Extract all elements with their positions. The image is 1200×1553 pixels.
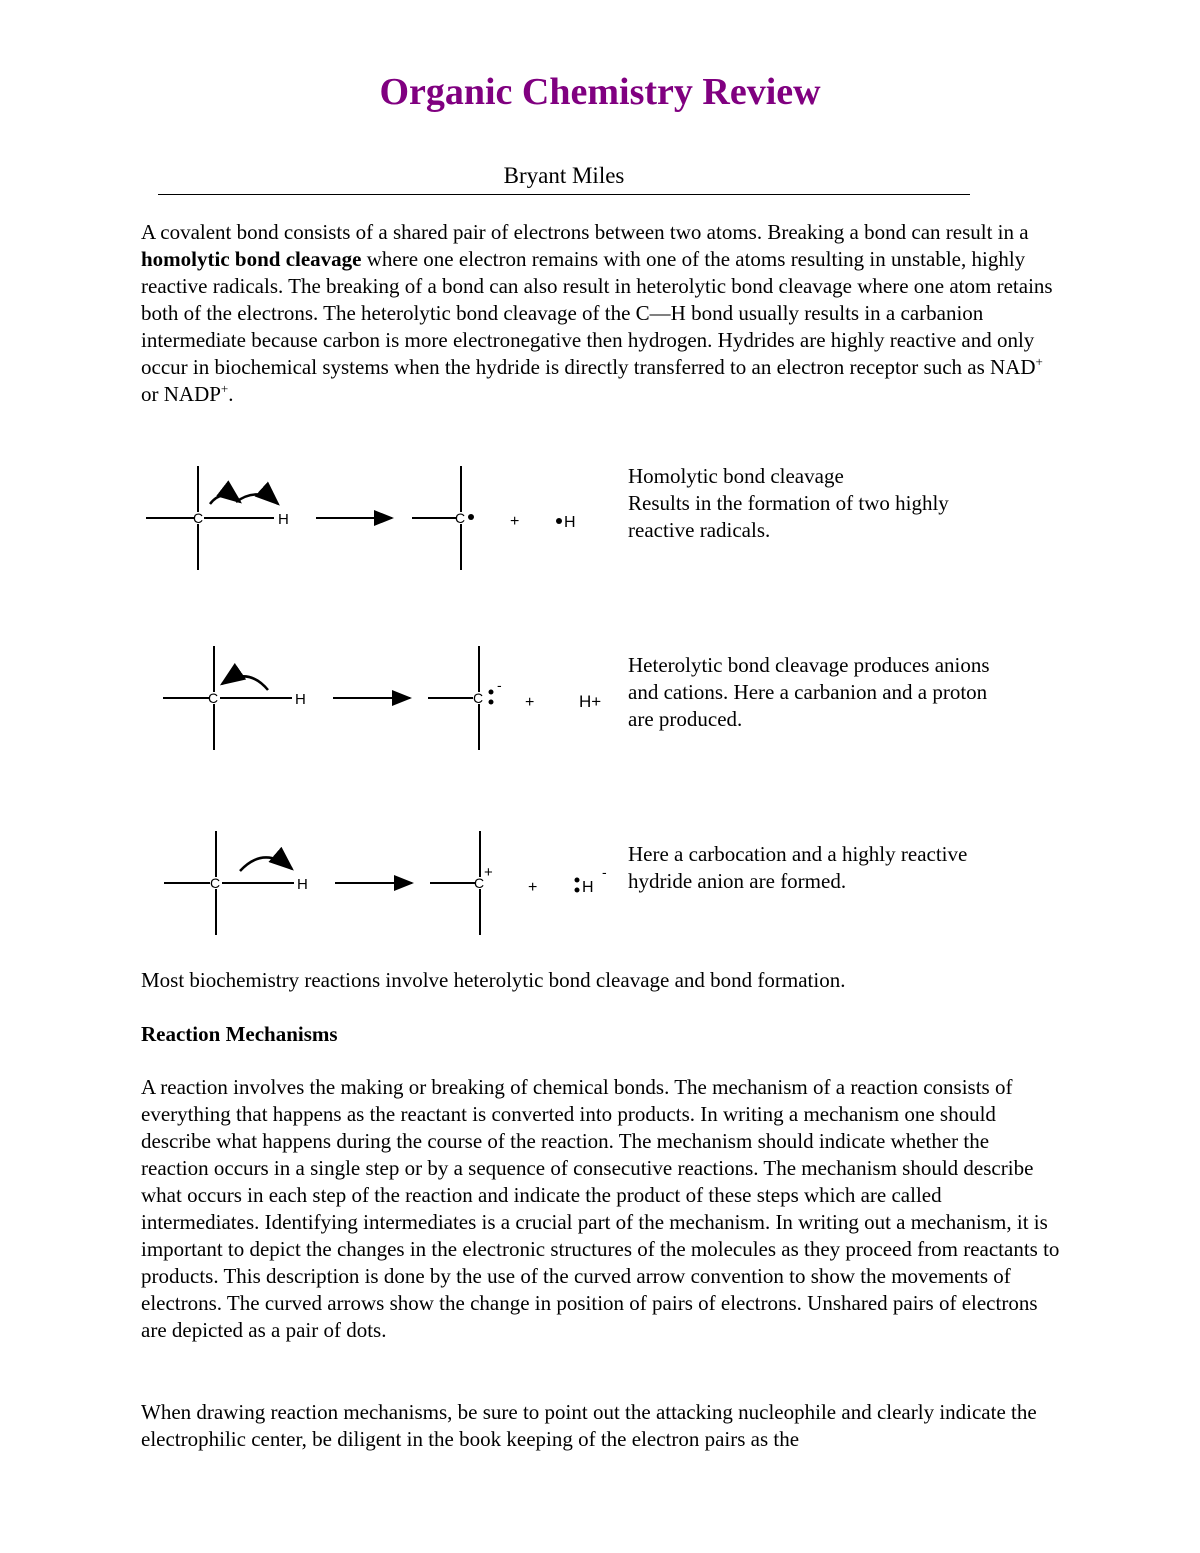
intro-paragraph [141,219,1061,408]
intro-text-3: or NADP [141,382,221,406]
plus-sign: + [528,879,538,896]
heterolytic-anion-caption [628,652,1058,733]
curved-arrow [222,676,268,690]
curved-arrow-right [236,494,278,504]
section-heading: Reaction Mechanisms [141,1022,338,1046]
hydrogen-label: H [295,691,306,708]
caption-line: Here a carbocation and a highly reactive [628,842,968,866]
caption-line: are produced. [628,707,743,731]
negative-charge: - [497,677,502,693]
intro-text-4: . [228,382,234,406]
carbon-label: C [208,690,219,706]
caption-line: Homolytic bond cleavage [628,464,844,488]
lone-pair-dot [489,690,494,695]
curved-arrow-left [210,495,240,504]
page-title: Organic Chemistry Review [379,71,821,113]
caption-line: and cations. Here a carbanion and a proton [628,680,988,704]
caption-line: Heterolytic bond cleavage produces anions [628,653,990,677]
hydrogen-label: H [297,876,308,893]
intro-sup-2: + [220,381,229,396]
radical-dot [468,514,474,520]
radical-dot [556,518,562,524]
plus-sign: + [510,513,520,530]
heterolytic-cation-diagram [0,825,620,945]
homolytic-caption [628,463,1058,544]
mechanisms-paragraph: A reaction involves the making or breaking of chemical bonds. The mechanism of a reaction consists of everything that happens as the reactant is converted into products. In writing a mechanism one should describe what happens during the course of the reaction. The mechanism should indicate whether the reaction occurs in a single step or by a sequence of consecutive reactions. The mechanism should describe what occurs in each step of the reaction and indicate the product of these steps which are called intermediates. Identifying intermediates is a crucial part of the mechanism. In writing out a mechanism, it is important to depict the changes in the electronic structures of the molecules as they proceed from reactants to products. This description is done by the use of the curved arrow convention to show the movements of electrons. The curved arrows show the change in position of pairs of electrons. Unshared pairs of electrons are depicted as a pair of dots. [141,1075,1060,1342]
positive-charge: + [484,864,493,881]
product-hydrogen-label: H [564,514,576,531]
proton-label: H+ [579,692,602,711]
caption-line: Results in the formation of two highly [628,491,949,515]
lone-pair-dot [575,878,580,883]
curved-arrow [240,857,292,871]
plus-sign: + [525,694,535,711]
hydride-charge: - [602,864,607,880]
lone-pair-dot [489,700,494,705]
caption-line: hydride anion are formed. [628,869,847,893]
product-carbon-label: C [455,510,466,526]
heterolytic-cation-caption [628,841,1058,895]
homolytic-cleavage-diagram [0,460,620,580]
intro-bold-term: homolytic bond cleavage [141,247,362,271]
intro-text-1: A covalent bond consists of a shared pair of electrons between two atoms. Breaking a bond can result in a [141,220,1029,244]
intro-sup-1: + [1035,354,1043,369]
heterolytic-anion-diagram [0,640,620,760]
hydride-label: H [582,879,594,896]
intro-text-2: where one electron remains with one of the atoms resulting in unstable, highly reactive radicals. The breaking of a bond can also result in heterolytic bond cleavage where one atom retains both of the electrons. The heterolytic bond cleavage of the C—H bond usually results in a carbanion intermediate because carbon is more electronegative then hydrogen. Hydrides are highly reactive and only occur in biochemical systems when the hydride is directly transferred to an electron receptor such as NAD [141,247,1053,379]
caption-line: reactive radicals. [628,518,771,542]
hydrogen-label: H [278,511,289,528]
product-carbon-label: C [473,690,484,706]
carbon-label: C [210,875,221,891]
final-paragraph: When drawing reaction mechanisms, be sure to point out the attacking nucleophile and clearly indicate the electrophilic center, be diligent in the book keeping of the electron pairs as the [141,1400,1037,1451]
lone-pair-dot [575,888,580,893]
product-carbon-label: C [474,875,485,891]
carbon-label: C [193,510,204,526]
author-name: Bryant Miles [158,162,970,195]
summary-paragraph: Most biochemistry reactions involve heterolytic bond cleavage and bond formation. [141,968,846,992]
